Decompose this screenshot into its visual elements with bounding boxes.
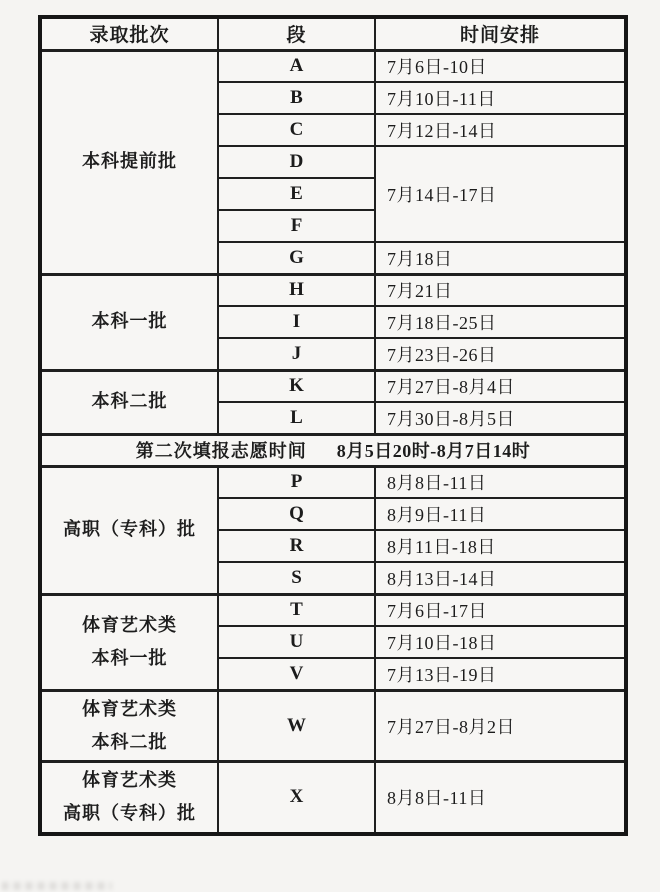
notice-label: 第二次填报志愿时间 bbox=[135, 441, 307, 461]
schedule-row bbox=[40, 370, 626, 402]
time-cell: 8月9日-11日 bbox=[375, 498, 626, 530]
notice-cell bbox=[40, 434, 626, 466]
schedule-row bbox=[40, 594, 626, 626]
time-cell: 7月27日-8月2日 bbox=[375, 690, 626, 762]
batch-label-line: 体育艺术类 bbox=[82, 614, 177, 635]
segment-cell: W bbox=[218, 690, 375, 762]
time-cell: 7月6日-10日 bbox=[375, 50, 626, 82]
schedule-row bbox=[40, 762, 626, 834]
batch-label-line: 高职（专科）批 bbox=[63, 803, 196, 824]
batch-cell bbox=[40, 50, 218, 274]
time-cell: 7月10日-11日 bbox=[375, 82, 626, 114]
schedule-table-body bbox=[40, 50, 626, 834]
notice-value: 8月5日20时-8月7日14时 bbox=[336, 441, 531, 461]
segment-cell: L bbox=[218, 402, 375, 434]
time-cell: 7月10日-18日 bbox=[375, 626, 626, 658]
segment-cell: A bbox=[218, 50, 375, 82]
time-cell: 8月8日-11日 bbox=[375, 762, 626, 834]
batch-cell bbox=[40, 466, 218, 594]
batch-cell bbox=[40, 762, 218, 834]
batch-label-line: 本科一批 bbox=[91, 311, 168, 332]
time-cell: 7月13日-19日 bbox=[375, 658, 626, 690]
segment-cell: I bbox=[218, 306, 375, 338]
batch-label-line: 本科提前批 bbox=[82, 151, 177, 172]
segment-cell: C bbox=[218, 114, 375, 146]
batch-cell bbox=[40, 594, 218, 690]
batch-cell bbox=[40, 274, 218, 370]
segment-cell: J bbox=[218, 338, 375, 370]
batch-label-line: 本科一批 bbox=[91, 648, 168, 668]
schedule-row bbox=[40, 274, 626, 306]
time-cell: 7月14日-17日 bbox=[375, 146, 626, 242]
time-cell: 7月23日-26日 bbox=[375, 338, 626, 370]
segment-cell: G bbox=[218, 242, 375, 274]
time-cell: 7月18日 bbox=[375, 242, 626, 274]
batch-cell bbox=[40, 370, 218, 434]
batch-cell bbox=[40, 690, 218, 762]
time-cell: 7月18日-25日 bbox=[375, 306, 626, 338]
time-cell: 8月11日-18日 bbox=[375, 530, 626, 562]
time-cell: 8月13日-14日 bbox=[375, 562, 626, 594]
notice-row bbox=[40, 434, 626, 466]
header-segment: 段 bbox=[218, 17, 375, 50]
segment-cell: V bbox=[218, 658, 375, 690]
watermark-smudge bbox=[2, 882, 112, 890]
schedule-row bbox=[40, 466, 626, 498]
segment-cell: X bbox=[218, 762, 375, 834]
segment-cell: T bbox=[218, 594, 375, 626]
segment-cell: Q bbox=[218, 498, 375, 530]
batch-label-line: 体育艺术类 bbox=[82, 770, 177, 791]
schedule-row bbox=[40, 50, 626, 82]
segment-cell: P bbox=[218, 466, 375, 498]
batch-label-line: 体育艺术类 bbox=[82, 698, 177, 719]
time-cell: 8月8日-11日 bbox=[375, 466, 626, 498]
batch-label-line: 本科二批 bbox=[91, 731, 168, 752]
segment-cell: K bbox=[218, 370, 375, 402]
time-cell: 7月30日-8月5日 bbox=[375, 402, 626, 434]
segment-cell: H bbox=[218, 274, 375, 306]
time-cell: 7月27日-8月4日 bbox=[375, 370, 626, 402]
batch-label-line: 本科二批 bbox=[91, 391, 168, 412]
header-row bbox=[40, 17, 626, 50]
segment-cell: F bbox=[218, 210, 375, 242]
segment-cell: D bbox=[218, 146, 375, 178]
time-cell: 7月12日-14日 bbox=[375, 114, 626, 146]
header-time: 时间安排 bbox=[375, 17, 626, 50]
segment-cell: E bbox=[218, 178, 375, 210]
schedule-row bbox=[40, 690, 626, 762]
header-batch: 录取批次 bbox=[40, 17, 218, 50]
segment-cell: R bbox=[218, 530, 375, 562]
segment-cell: S bbox=[218, 562, 375, 594]
admission-schedule-table bbox=[38, 15, 628, 836]
segment-cell: B bbox=[218, 82, 375, 114]
time-cell: 7月6日-17日 bbox=[375, 594, 626, 626]
time-cell: 7月21日 bbox=[375, 274, 626, 306]
batch-label-line: 高职（专科）批 bbox=[63, 519, 196, 540]
segment-cell: U bbox=[218, 626, 375, 658]
